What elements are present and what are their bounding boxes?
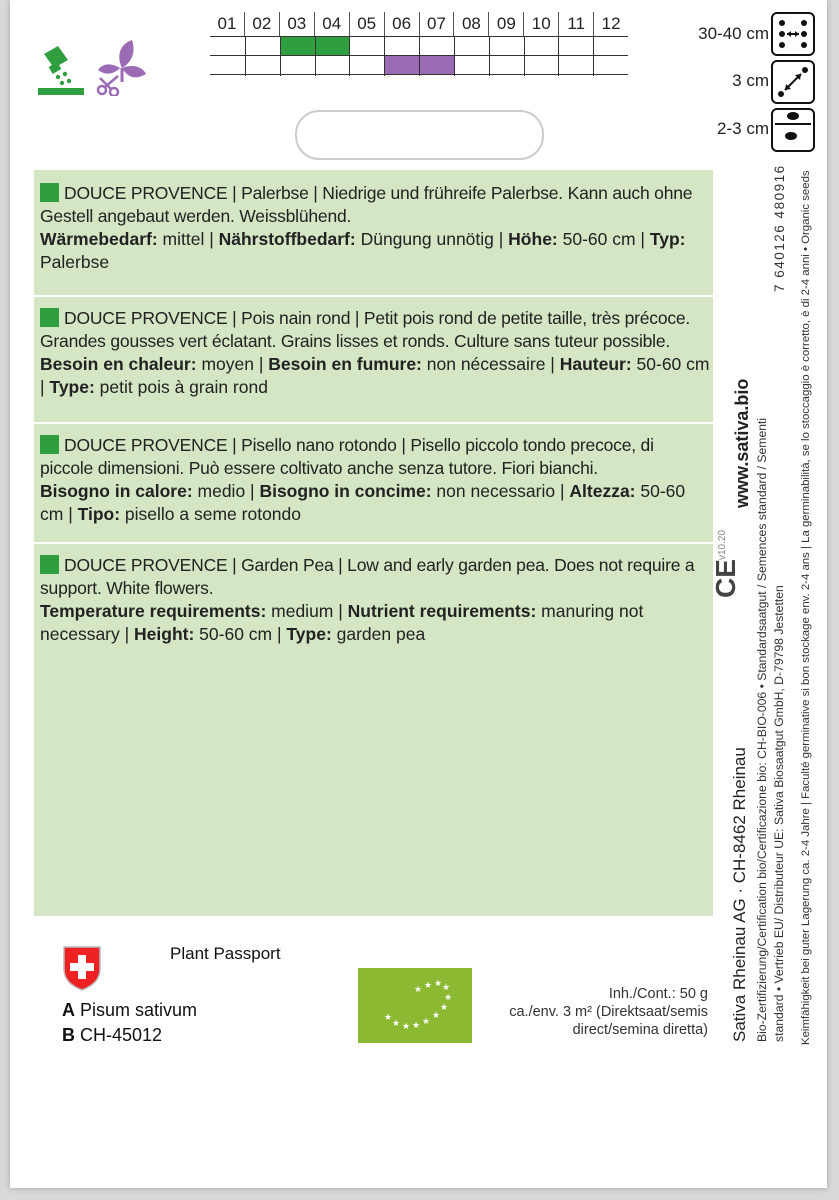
section-english: DOUCE PROVENCE | Garden Pea | Low and early garden pea. Does not require a support. White flowers. Temperature requirements: medium | Nutrient requirements: manuring not necessary | Height: 50-60 cm | Type: garden pea — [40, 555, 695, 644]
section-divider — [34, 542, 713, 544]
eu-star: ★ — [443, 992, 453, 1002]
calendar-month-11: 11 — [558, 12, 593, 36]
sowing-icon — [38, 44, 86, 96]
eu-star: ★ — [401, 1021, 411, 1031]
description-panel — [34, 170, 713, 916]
passport-registration: B CH-45012 — [62, 1025, 163, 1045]
calendar-month-01: 01 — [217, 14, 237, 33]
calendar-grid-line — [558, 36, 559, 76]
calendar-month-12: 12 — [593, 12, 628, 36]
swiss-shield-icon — [62, 945, 102, 991]
calendar-grid-line — [315, 36, 316, 76]
content-method: direct/semina diretta) — [572, 1022, 708, 1038]
eu-star: ★ — [431, 1010, 441, 1020]
eu-star: ★ — [421, 1016, 431, 1026]
plant-spacing-icon — [771, 60, 815, 104]
section-divider — [34, 422, 713, 424]
calendar-months — [210, 12, 628, 36]
calendar-grid-line — [593, 36, 594, 76]
calendar-grid-line — [280, 36, 281, 76]
section-french: DOUCE PROVENCE | Pois nain rond | Petit pois rond de petite taille, très précoce. Grandes gousses vert éclatant. Grains lisses et ronds. Culture sans tuteur possible. Besoin en chaleur: moyen | Besoin en fumure: non nécessaire | Hauteur: 50-60 cm | Type: petit pois à grain rond — [40, 308, 710, 397]
sowing-depth-icon — [771, 108, 815, 152]
green-square-icon — [40, 435, 59, 454]
row-spacing-value: 30-40 cm — [698, 24, 769, 43]
eu-star: ★ — [439, 1002, 449, 1012]
calendar-month-04: 04 — [314, 12, 349, 36]
calendar-grid-line — [245, 36, 246, 76]
ce-mark: CE — [710, 559, 741, 598]
calendar-month-07: 07 — [419, 12, 454, 36]
section-german: DOUCE PROVENCE | Palerbse | Niedrige und frühreife Palerbse. Kann auch ohne Gestell angebaut werden. Weissblühend. Wärmebedarf: mittel | Nährstoffbedarf: Düngung unnötig | Höhe: 50-60 cm | Typ: Palerbse — [40, 183, 693, 272]
content-weight: Inh./Cont.: 50 g — [608, 986, 708, 1002]
calendar-month-02: 02 — [244, 12, 279, 36]
calendar-month-10: 10 — [523, 12, 558, 36]
eu-star: ★ — [413, 984, 423, 994]
company-address: Sativa Rheinau AG · CH-8462 Rheinau — [730, 747, 749, 1042]
certification-line-2: standard • Vertrieb EU/ Distributeur UE: Sativa Biosaatgut GmbH, D-79798 Jestetten — [772, 585, 786, 1042]
sowing-depth-value: 2-3 cm — [717, 119, 769, 138]
calendar-grid-line — [349, 36, 350, 76]
website-link[interactable]: www.sativa.bio — [732, 378, 752, 508]
calendar-grid-line — [454, 36, 455, 76]
harvest-scissors-icon — [92, 38, 146, 96]
green-square-icon — [40, 308, 59, 327]
calendar-month-09: 09 — [488, 12, 523, 36]
plant-passport-title: Plant Passport — [170, 944, 281, 963]
content-info — [478, 985, 708, 1039]
calendar-grid-line — [524, 36, 525, 76]
passport-species: A Pisum sativum — [62, 1000, 198, 1020]
eu-star: ★ — [441, 982, 451, 992]
eu-organic-leaf-logo — [358, 968, 472, 1043]
certification-line-1: Bio-Zertifizierung/Certification bio/Certificazione bio: CH-BIO-006 • Standardsaatgut / Semences standard / Sementi — [755, 417, 769, 1042]
calendar-month-03: 03 — [279, 12, 314, 36]
germination-info: Keimfähigkeit bei guter Lagerung ca. 2-4 Jahre | Faculté germinative si bon stockage env. 2-4 ans | La germinabilità, se lo stoccaggio è corretto, è di 2-4 anni • Organic seeds — [800, 170, 812, 1045]
barcode-number: 7 640126 480916 — [772, 164, 787, 292]
calendar-grid-line — [384, 36, 385, 76]
hang-hole — [295, 110, 544, 160]
plant-spacing-value: 3 cm — [732, 71, 769, 90]
eu-star: ★ — [383, 1012, 393, 1022]
row-spacing-icon — [771, 12, 815, 56]
eu-star: ★ — [411, 1020, 421, 1030]
green-square-icon — [40, 555, 59, 574]
calendar-month-06: 06 — [384, 12, 419, 36]
calendar-month-08: 08 — [453, 12, 488, 36]
eu-star: ★ — [391, 1018, 401, 1028]
section-italian: DOUCE PROVENCE | Pisello nano rotondo | Pisello piccolo tondo precoce, di piccole dimensioni. Può essere coltivato anche senza tutore. Fiori bianchi. Bisogno in calore: medio | Bisogno in concime: non necessario | Altezza: 50-60 cm | Tipo: pisello a seme rotondo — [40, 435, 686, 524]
version-label: v10.20 — [717, 529, 728, 560]
calendar-month-05: 05 — [349, 12, 384, 36]
green-square-icon — [40, 183, 59, 202]
calendar-grid-line — [419, 36, 420, 76]
content-area: ca./env. 3 m² (Direktsaat/semis — [509, 1004, 708, 1020]
calendar-grid-line — [489, 36, 490, 76]
seed-packet-back — [10, 0, 827, 1188]
section-divider — [34, 295, 713, 297]
sowing-harvest-calendar — [210, 12, 628, 75]
eu-star: ★ — [433, 978, 443, 988]
eu-star: ★ — [423, 980, 433, 990]
